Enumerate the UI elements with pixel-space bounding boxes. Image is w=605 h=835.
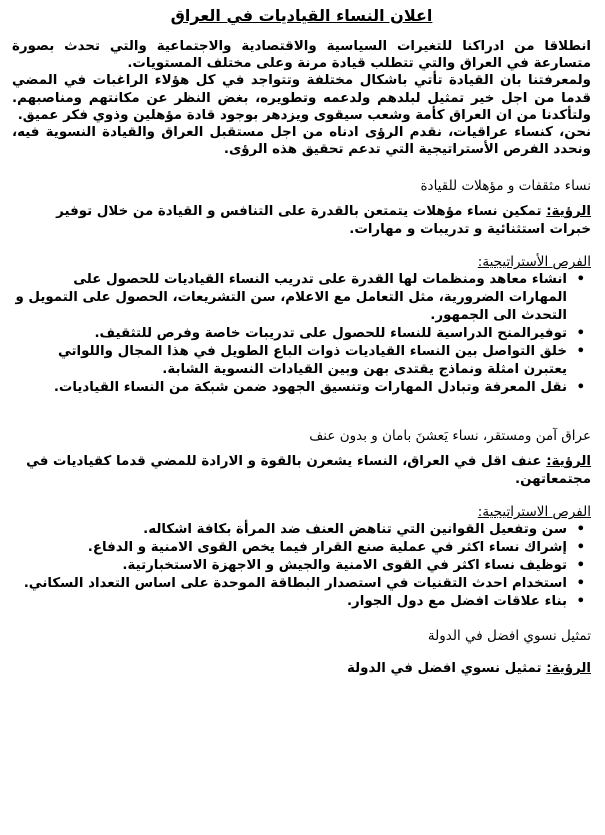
section-heading: عراق آمن ومستقر، نساء يَعشنَ بامان و بدون عنف	[309, 428, 591, 445]
intro-block	[12, 38, 591, 158]
vision-label: الرؤية:	[546, 204, 591, 220]
list-item: • توظيف نساء اكثر في القوى الامنية والجيش و الاجهزة الاستخبارتية.	[12, 557, 567, 575]
list-item: • انشاء معاهد ومنظمات لها القدرة على تدريب النساء القياديات للحصول على المهارات الضرورية، مثل التعامل مع الاعلام، سن التشريعات، الحصول على التمويل و التحدث الى الجمهور.	[12, 271, 567, 325]
vision-statement	[12, 453, 591, 489]
vision-label: الرؤية:	[546, 454, 591, 470]
intro-paragraph: انطلاقا من ادراكنا للتغيرات السياسية والاقتصادية والاجتماعية والتي تحدث بصورة متسارعة في العراق والتي تتطلب قيادة مرنة وعلى مختلف المستويات.	[12, 39, 591, 72]
vision-label: الرؤية:	[546, 661, 591, 677]
opportunities-heading: الفرص الأستراتيجية:	[477, 254, 591, 271]
opportunities-list	[12, 271, 591, 397]
intro-paragraph: نحن، كنساء عراقيات، نقدم الرؤى ادناه من اجل مستقبل العراق والقيادة النسوية فيه، ونحدد الفرص الأستراتيجية التي تدعم تحقيق هذه الرؤى.	[12, 125, 591, 158]
intro-paragraph: ولمعرفتنا بان القيادة تأتي باشكال مختلفة وتتواجد في كل هؤلاء الراغبات في المضي قدما من اجل خير تمثيل لبلدهم ولدعمه وتطويره، بغض النظر عن مكانتهم ومناصبهم. ولتأكدنا من ان العراق كأمة وشعب سيقوى ويزدهر بوجود قادة مؤهلين وذوي فكر عميق.	[12, 73, 591, 123]
list-item: • استخدام احدث التقنيات في استصدار البطاقة الموحدة على اساس التعداد السكاني.	[12, 575, 567, 593]
list-item: • خلق التواصل بين النساء القياديات ذوات الباع الطويل في هذا المجال واللواتي يعتبرن امثلة ونماذج يقتدى بهن وبين القيادات النسوية الشابة.	[12, 343, 567, 379]
list-item: • بناء علاقات افضل مع دول الجوار.	[12, 593, 567, 611]
list-item: • سن وتفعيل القوانين التي تناهض العنف ضد المرأة بكافة اشكاله.	[12, 521, 567, 539]
section-heading: تمثيل نسوي افضل في الدولة	[427, 628, 591, 645]
opportunities-heading: الفرص الاستراتيجية:	[477, 504, 591, 521]
vision-text: عنف اقل في العراق، النساء يشعرن بالقوة و الارادة للمضي قدما كقياديات في مجتمعاتهن.	[26, 454, 591, 488]
list-item: • نقل المعرفة وتبادل المهارات وتنسيق الجهود ضمن شبكة من النساء القياديات.	[12, 379, 567, 397]
vision-statement	[12, 203, 591, 239]
vision-statement	[12, 660, 591, 678]
list-item: • إشراك نساء اكثر في عملية صنع القرار فيما يخص القوى الامنية و الدفاع.	[12, 539, 567, 557]
opportunities-list	[12, 521, 591, 611]
vision-text: تمثيل نسوي افضل في الدولة	[347, 661, 542, 677]
document-title: اعلان النساء القياديات في العراق	[170, 6, 433, 25]
section-heading: نساء مثقفات و مؤهلات للقيادة	[420, 178, 591, 195]
list-item: • توفيرالمنح الدراسية للنساء للحصول على تدريبات خاصة وفرص للتثقيف.	[12, 325, 567, 343]
vision-text: تمكين نساء مؤهلات يتمتعن بالقدرة على التنافس و القيادة من خلال توفير خبرات استثنائية و تدريبات و مهارات.	[56, 204, 591, 238]
